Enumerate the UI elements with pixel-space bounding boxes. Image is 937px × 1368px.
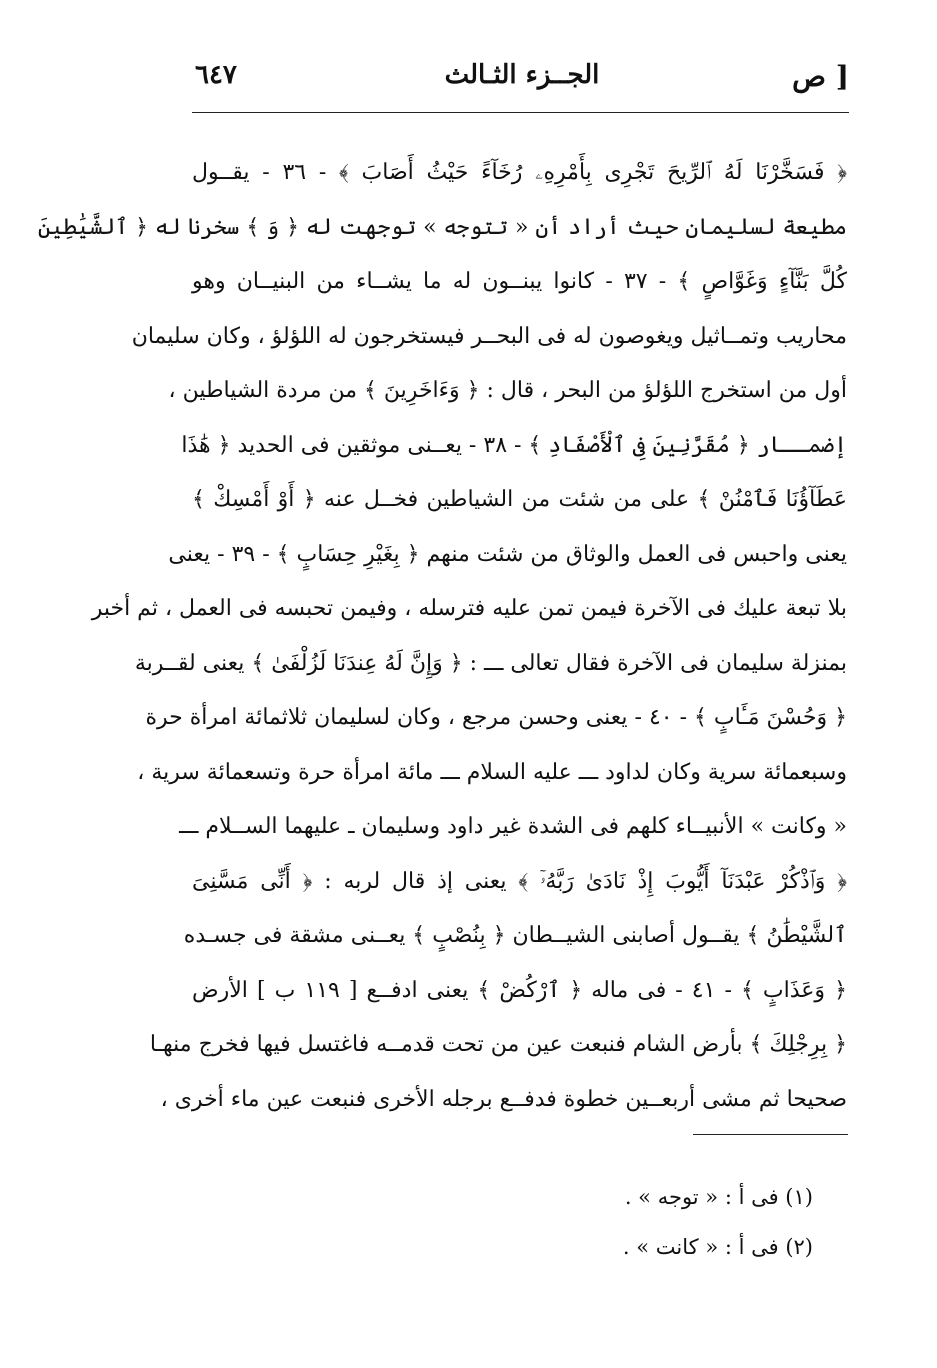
text-line: « وكانت » الأنبيــاء كلهم فى الشدة غير داود وسليمان ـ عليهما الســلام ـــ xyxy=(179,814,847,839)
text-line: ﴿ وَٱذْكُرْ عَبْدَنَآ أَيُّوبَ إِذْ نَادَىٰ رَبَّهُۥٓ ﴾ يعنى إذ قال لربه : ﴿ أَنِّى مَسَّنِىَ xyxy=(192,868,847,894)
text-line: محاريب وتمــاثيل ويغوصون له فى البحــر فيستخرجون له اللؤلؤ ، وكان سليمان xyxy=(131,323,847,349)
page-number: ٦٤٧ xyxy=(195,60,237,90)
text-line: عَطَآؤُنَا فَٱمْنُنْ ﴾ على من شئت من الشياطين فخــل عنه ﴿ أَوْ أَمْسِكْ ﴾ xyxy=(192,487,847,512)
running-title: الجــزء الثـالث xyxy=(444,60,600,90)
text-line: إضمــار ﴿ مُقَرَّنِينَ فِى ٱلْأَصْفَادِ ﴾ - ٣٨ - يعــنى موثقين فى الحديد ﴿ هَٰذَا xyxy=(181,432,847,458)
footnote-rule xyxy=(693,1134,848,1135)
text-line: ﴿ فَسَخَّرْنَا لَهُ ٱلرِّيحَ تَجْرِى بِأَمْرِهِۦ رُخَآءً حَيْثُ أَصَابَ ﴾ - ٣٦ - يقــول xyxy=(192,160,848,185)
text-line: بمنزلة سليمان فى الآخرة فقال تعالى ـــ : ﴿ وَإِنَّ لَهُ عِندَنَا لَزُلْفَىٰ ﴾ يعنى لقــربة xyxy=(134,650,847,676)
text-line: ﴿ بِرِجْلِكَ ﴾ بأرض الشام فنبعت عين من تحت قدمــه فاغتسل فيها فخرج منهـا xyxy=(149,1032,847,1057)
text-line: ٱلشَّيْطَٰنُ ﴾ يقــول أصابنى الشيــطان ﴿ بِنُصْبٍ ﴾ يعــنى مشقة فى جسـده xyxy=(183,923,847,948)
header-rule xyxy=(192,112,849,113)
footnote: (١) فى أ : « توجه » . xyxy=(624,1185,813,1209)
text-line: كُلَّ بَنَّآءٍ وَغَوَّاصٍ ﴾ - ٣٧ - كانوا يبنــون له ما يشــاء من البنيــان وهو xyxy=(192,269,847,294)
text-line: صحيحا ثم مشى أربعــين خطوة فدفــع برجله الأخرى فنبعت عين ماء أخرى ، xyxy=(160,1086,847,1112)
text-line: ﴿ وَحُسْنَ مَـَٔابٍ ﴾ - ٤٠ - يعنى وحسن مرجع ، وكان لسليمان ثلاثمائة امرأة حرة xyxy=(145,705,847,730)
text-line: بلا تبعة عليك فى الآخرة فيمن تمن عليه فترسله ، وفيمن تحبسه فى العمل ، ثم أخبر xyxy=(91,596,847,621)
main-text xyxy=(37,146,848,1127)
text-line: أول من استخرج اللؤلؤ من البحر ، قال : ﴿ وَءَاخَرِينَ ﴾ من مردة الشياطين ، xyxy=(168,378,847,403)
text-line: وسبعمائة سرية وكان لداود ـــ عليه السلام ـــ مائة امرأة حرة وتسعمائة سرية ، xyxy=(137,759,847,785)
footnote: (٢) فى أ : « كانت » . xyxy=(622,1235,813,1259)
surah-reference: ص ] xyxy=(792,60,849,93)
text-line: يعنى واحبس فى العمل والوثاق من شئت منهم ﴿ بِغَيْرِ حِسَابٍ ﴾ - ٣٩ - يعنى xyxy=(168,541,847,567)
footnotes xyxy=(623,1172,813,1272)
text-line: مطيعة لسليمان حيث أراد أن « تتوجه » توجهت له ﴿ وَ ﴾ سخرنا له ﴿ ٱلشَّيَٰطِينَ xyxy=(37,214,847,240)
running-header xyxy=(195,52,849,100)
text-line: ﴿ وَعَذَابٍ ﴾ - ٤١ - فى ماله ﴿ ٱرْكُضْ ﴾ يعنى ادفــع [ ١١٩ ب ] الأرض xyxy=(192,977,848,1003)
